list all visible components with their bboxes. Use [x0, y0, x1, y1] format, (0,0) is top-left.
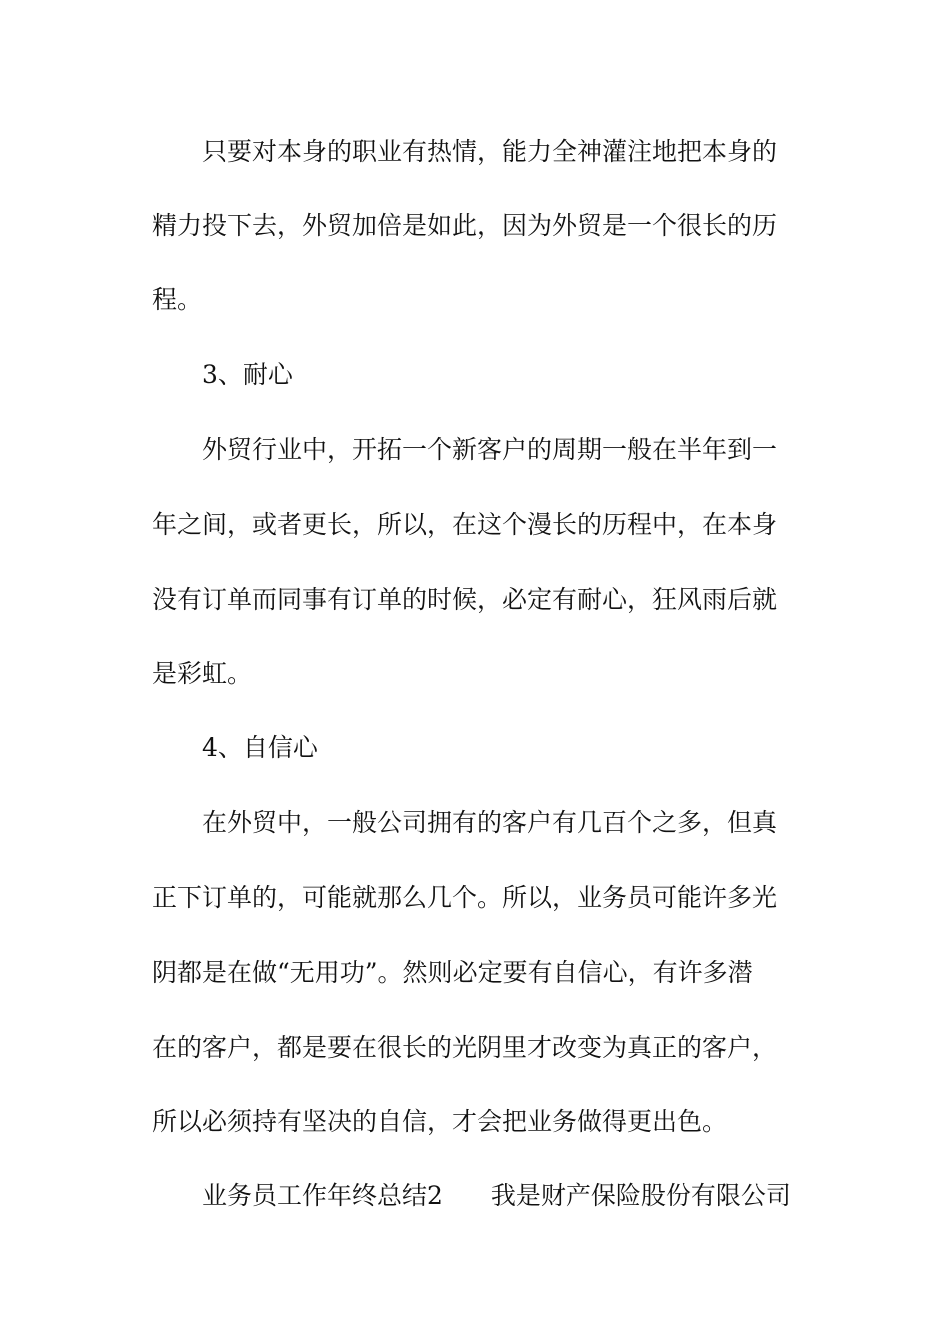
paragraph-line: 所以必须持有坚决的自信，才会把业务做得更出色。: [152, 1107, 728, 1136]
summary-text: 我是财产保险股份有限公司: [490, 1181, 791, 1210]
section-heading-patience: 3、耐心: [202, 360, 293, 389]
paragraph-line: 在的客户，都是要在很长的光阴里才改变为真正的客户，: [152, 1033, 778, 1062]
paragraph-line: 是彩虹。: [152, 659, 253, 688]
section-heading-confidence: 4、自信心: [202, 733, 318, 762]
paragraph-line: 外贸行业中，开拓一个新客户的周期一般在半年到一: [202, 435, 778, 464]
summary-heading-line: [202, 1181, 791, 1211]
summary-title: 业务员工作年终总结2: [202, 1181, 443, 1210]
paragraph-line: 精力投下去，外贸加倍是如此，因为外贸是一个很长的历: [152, 211, 778, 240]
paragraph-line: 正下订单的，可能就那么几个。所以，业务员可能许多光: [152, 883, 778, 912]
paragraph-line: 阴都是在做“无用功”。然则必定要有自信心，有许多潜: [152, 958, 753, 987]
paragraph-line: 在外贸中，一般公司拥有的客户有几百个之多，但真: [202, 808, 778, 837]
paragraph-line: 没有订单而同事有订单的时候，必定有耐心，狂风雨后就: [152, 585, 778, 614]
paragraph-line: 程。: [152, 285, 203, 314]
paragraph-line: 只要对本身的职业有热情，能力全神灌注地把本身的: [202, 137, 778, 166]
paragraph-line: 年之间，或者更长，所以，在这个漫长的历程中，在本身: [152, 510, 778, 539]
